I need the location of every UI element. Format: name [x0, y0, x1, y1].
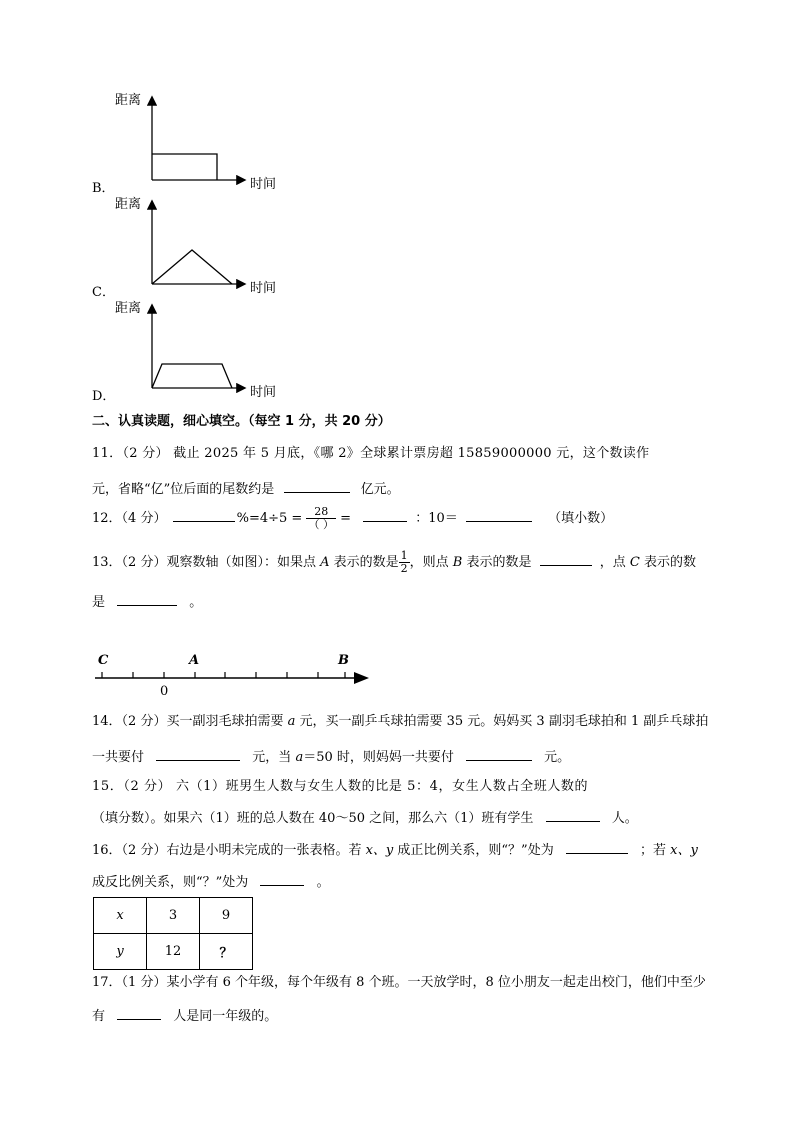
section-title: 二、认真读题，细心填空。（每空 1 分，共 20 分）	[92, 414, 391, 429]
q12-blank-3[interactable]	[466, 507, 532, 522]
q14-line1	[92, 713, 708, 731]
q15-line1: 15．（2 分） 六（1）班男生人数与女生人数的比是 5：4，女生人数占全班人数的	[92, 779, 589, 794]
q13-point-b: B	[452, 555, 463, 570]
option-letter: C．	[92, 285, 115, 300]
q14-blank-1[interactable]	[156, 746, 240, 761]
q14-var-a: a	[287, 714, 296, 729]
q12-blank-2[interactable]	[363, 507, 407, 522]
q16-table	[93, 897, 253, 970]
q12-text-1: %=4÷5 =	[236, 511, 303, 526]
table-cell: ？	[200, 934, 253, 970]
q13-text-a: 13．（2 分）观察数轴（如图）：如果点	[92, 555, 321, 570]
q14-var-a2: a	[295, 750, 304, 765]
q12-prefix: 12．（4 分）	[92, 511, 167, 526]
q11-text-b: 亿元。	[360, 482, 400, 497]
q17-line2	[92, 1005, 277, 1026]
q16-text-a: 16．（2 分）右边是小明未完成的一张表格。若	[92, 843, 366, 858]
q12-text-3: ：10＝	[415, 511, 458, 526]
q17-text-b: 人是同一年级的。	[173, 1009, 278, 1024]
q12-text-4: （填小数）	[548, 511, 614, 526]
q12-fraction	[306, 506, 336, 531]
q13-text-h: 。	[189, 595, 203, 610]
q13-blank-b[interactable]	[540, 551, 592, 566]
q11-text-a: 元，省略“亿”位后面的尾数约是	[92, 482, 275, 497]
graph-option-d	[90, 296, 290, 406]
q16-vars-1: x、y	[365, 843, 394, 858]
q11-line2	[92, 478, 400, 499]
q14-text-d: 元，当	[252, 750, 296, 765]
q16-line1	[92, 839, 698, 860]
number-line	[90, 650, 380, 700]
x-axis-label: 时间	[250, 385, 277, 400]
q13-text-c: ，则点	[409, 555, 453, 570]
q14-text-c: 一共要付	[92, 750, 145, 765]
q14-blank-2[interactable]	[466, 746, 532, 761]
number-line-label-b: B	[338, 653, 349, 668]
q14-text-b: 元，买一副乒乓球拍需要 35 元。妈妈买 3 副羽毛球拍和 1 副乒乓球拍	[295, 714, 709, 729]
q16-text-c: ；若	[639, 843, 671, 858]
q13-text-b: 表示的数是	[329, 555, 399, 570]
q14-line2	[92, 746, 570, 767]
q16-blank-1[interactable]	[566, 839, 628, 854]
distance-line	[152, 250, 232, 284]
number-line-label-zero: 0	[160, 684, 169, 699]
q16-blank-2[interactable]	[260, 871, 304, 886]
y-axis-label: 距离	[115, 93, 142, 108]
table-cell: x	[94, 898, 147, 934]
q12-text-2: =	[340, 511, 351, 526]
q13-line1	[92, 550, 696, 576]
q15-line2	[92, 807, 638, 828]
table-cell: y	[94, 934, 147, 970]
q13-fraction-den: 2	[400, 562, 408, 575]
q13-text-d: 表示的数是	[462, 555, 532, 570]
table-cell: 12	[147, 934, 200, 970]
distance-line	[152, 154, 217, 180]
x-axis-label: 时间	[250, 281, 277, 296]
q14-text-e: ＝50 时，则妈妈一共要付	[303, 750, 454, 765]
table-cell: 9	[200, 898, 253, 934]
q13-point-a: A	[320, 555, 330, 570]
y-axis-label: 距离	[115, 301, 142, 316]
graph-option-b	[90, 88, 290, 198]
q15-text-b: 人。	[611, 811, 638, 826]
q16-text-e: 。	[316, 875, 330, 890]
q12-blank-1[interactable]	[173, 507, 235, 522]
q13-text-g: 是	[92, 595, 106, 610]
q15-blank[interactable]	[546, 807, 600, 822]
q17-blank[interactable]	[117, 1005, 161, 1020]
q16-line2	[92, 871, 330, 892]
q13-point-c: C	[629, 555, 640, 570]
number-line-svg	[90, 650, 380, 700]
q14-text-a: 14．（2 分）买一副羽毛球拍需要	[92, 714, 288, 729]
number-line-ticks	[102, 672, 345, 678]
option-letter: D．	[92, 389, 116, 404]
q17-text-a: 有	[92, 1009, 106, 1024]
q15-text-a: （填分数）。如果六（1）班的总人数在 40～50 之间，那么六（1）班有学生	[92, 811, 534, 826]
q14-text-f: 元。	[544, 750, 571, 765]
y-axis-label: 距离	[115, 197, 142, 212]
q16-text-d: 成反比例关系，则“？”处为	[92, 875, 249, 890]
q13-text-f: 表示的数	[639, 555, 696, 570]
q16-text-b: 成正比例关系，则“？”处为	[393, 843, 554, 858]
q13-fraction	[399, 550, 410, 575]
q12-line	[92, 506, 613, 532]
graph-option-c	[90, 192, 290, 302]
number-line-label-a: A	[189, 653, 200, 668]
q12-fraction-den: （ ）	[308, 518, 334, 531]
q16-vars-2: x、y	[670, 843, 698, 858]
q13-fraction-num: 1	[400, 549, 408, 562]
x-axis-label: 时间	[250, 177, 277, 192]
q12-fraction-num: 28	[306, 506, 336, 519]
number-line-label-c: C	[98, 653, 109, 668]
option-letter: B．	[92, 181, 115, 196]
q17-line1: 17．（1 分）某小学有 6 个年级，每个年级有 8 个班。一天放学时，8 位小朋友一起走出校门，他们中至少	[92, 975, 706, 990]
q13-line2	[92, 591, 202, 612]
table-row	[94, 934, 253, 970]
table-row	[94, 898, 253, 934]
q11-answer-blank[interactable]	[284, 478, 350, 493]
q13-text-e: ，点	[599, 555, 630, 570]
table-cell: 3	[147, 898, 200, 934]
q13-blank-c[interactable]	[117, 591, 177, 606]
q11-line1: 11．（2 分） 截止 2025 年 5 月底，《哪 2》全球累计票房超 15859000000 元，这个数读作	[92, 446, 650, 461]
distance-line	[152, 364, 232, 388]
